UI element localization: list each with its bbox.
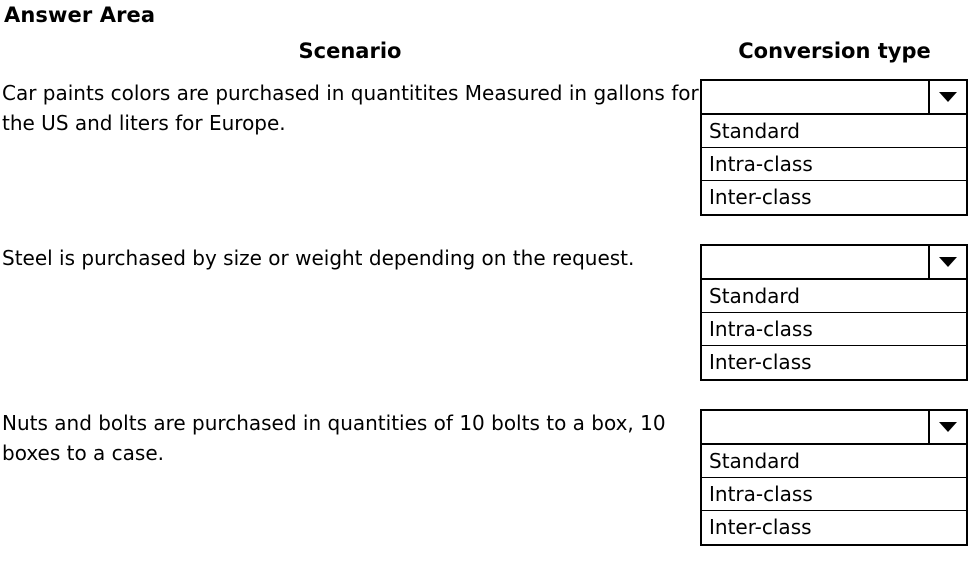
conversion-type-cell xyxy=(700,409,975,546)
conversion-type-dropdown-1[interactable] xyxy=(700,79,968,115)
conversion-type-dropdown-3[interactable] xyxy=(700,409,968,445)
column-header-conversion-type: Conversion type xyxy=(738,39,931,63)
chevron-down-icon[interactable] xyxy=(928,246,966,278)
column-header-scenario: Scenario xyxy=(298,39,402,63)
dropdown-option-inter-class[interactable]: Inter-class xyxy=(709,515,812,539)
dropdown-option-intra-class[interactable]: Intra-class xyxy=(702,148,966,181)
page-title: Answer Area xyxy=(4,3,156,27)
scenario-text: Steel is purchased by size or weight depending on the request. xyxy=(2,246,635,270)
dropdown-option-standard[interactable]: Standard xyxy=(702,445,966,478)
scenario-text: Car paints colors are purchased in quantitites Measured in gallons for the US and liters for Europe. xyxy=(2,81,699,135)
dropdown-selected-value xyxy=(702,246,928,278)
dropdown-option-intra-class[interactable]: Intra-class xyxy=(702,478,966,511)
dropdown-options-list-1 xyxy=(700,115,968,216)
dropdown-option-standard[interactable]: Standard xyxy=(702,115,966,148)
scenario-text: Nuts and bolts are purchased in quantities of 10 bolts to a box, 10 boxes to a case. xyxy=(2,411,666,465)
dropdown-options-list-2 xyxy=(700,280,968,381)
conversion-type-cell xyxy=(700,79,975,216)
chevron-down-icon[interactable] xyxy=(928,411,966,443)
dropdown-option-intra-class[interactable]: Intra-class xyxy=(702,313,966,346)
dropdown-options-list-3 xyxy=(700,445,968,546)
conversion-type-cell xyxy=(700,244,975,381)
table-column-headers xyxy=(0,39,975,63)
answer-area xyxy=(0,3,975,546)
dropdown-selected-value xyxy=(702,411,928,443)
dropdown-option-inter-class[interactable]: Inter-class xyxy=(709,350,812,374)
dropdown-selected-value xyxy=(702,81,928,113)
table-row xyxy=(0,409,975,546)
table-row xyxy=(0,244,975,381)
dropdown-option-standard[interactable]: Standard xyxy=(702,280,966,313)
table-row xyxy=(0,79,975,216)
dropdown-option-inter-class[interactable]: Inter-class xyxy=(709,185,812,209)
scenario-table xyxy=(0,39,975,546)
chevron-down-icon[interactable] xyxy=(928,81,966,113)
conversion-type-dropdown-2[interactable] xyxy=(700,244,968,280)
